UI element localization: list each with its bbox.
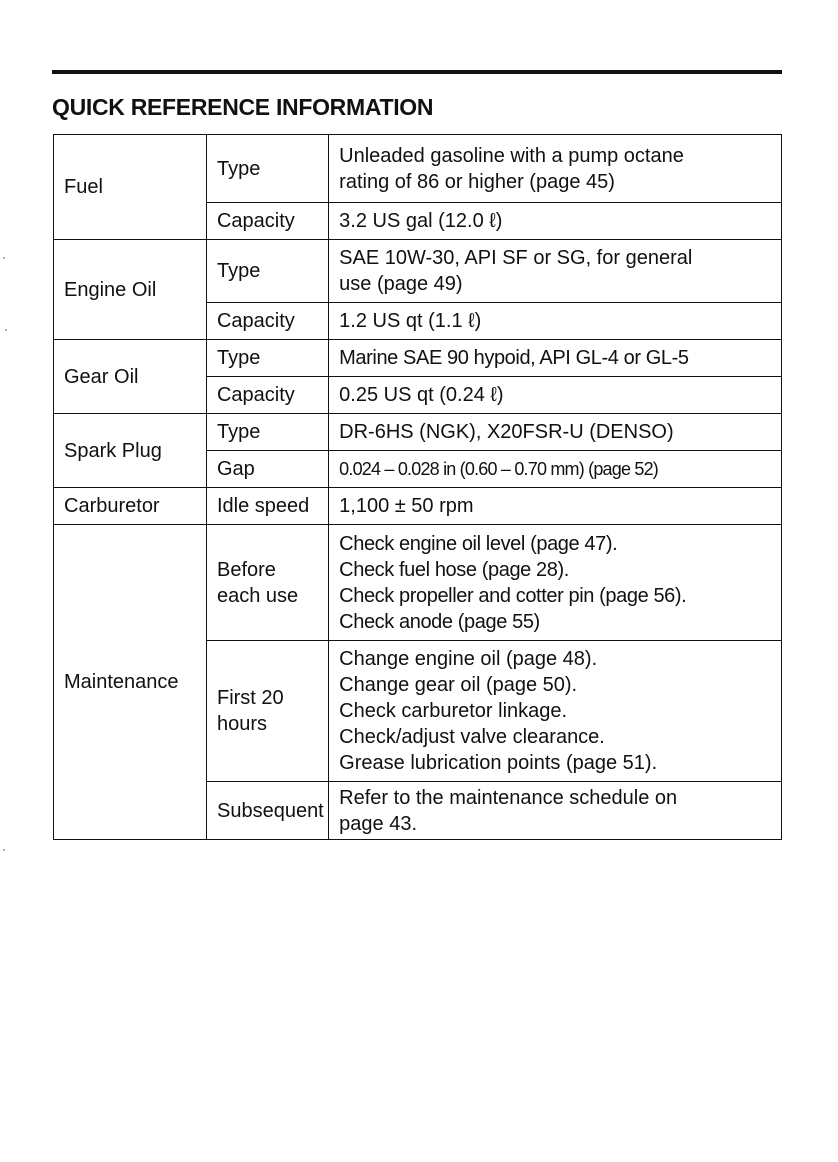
maintenance-before-label-line: Before <box>216 558 276 581</box>
table-row <box>54 525 782 641</box>
maintenance-first-label-line: First 20 <box>216 687 284 709</box>
maintenance-category: Maintenance <box>54 525 207 840</box>
maintenance-first-label-line: hours <box>216 713 268 735</box>
table-row <box>54 488 782 525</box>
maintenance-first-label <box>206 641 328 782</box>
fuel-type-label: Type <box>206 135 328 203</box>
engine-oil-type-value <box>329 240 782 303</box>
spark-plug-type-value: DR-6HS (NGK), X20FSR-U (DENSO) <box>329 414 782 451</box>
carburetor-idle-value: 1,100 ± 50 rpm <box>329 488 782 525</box>
maintenance-before-label <box>206 525 328 641</box>
spark-plug-gap-value: 0.024 – 0.028 in (0.60 – 0.70 mm) (page 52) <box>329 451 782 488</box>
top-rule <box>52 70 782 74</box>
scan-speck: · <box>2 250 6 264</box>
gear-oil-type-value: Marine SAE 90 hypoid, API GL-4 or GL-5 <box>329 340 782 377</box>
list-item: Check fuel hose (page 28). <box>339 558 569 581</box>
gear-oil-type-label: Type <box>206 340 328 377</box>
fuel-type-line: Unleaded gasoline with a pump octane <box>339 144 684 167</box>
maintenance-before-items <box>329 525 782 641</box>
fuel-capacity-label: Capacity <box>206 203 328 240</box>
table-row <box>54 240 782 303</box>
list-item: Check engine oil level (page 47). <box>339 532 618 555</box>
list-item: Check/adjust valve clearance. <box>339 726 605 748</box>
list-item: Grease lubrication points (page 51). <box>339 752 658 774</box>
spark-plug-category: Spark Plug <box>54 414 207 488</box>
fuel-type-value <box>329 135 782 203</box>
maintenance-subsequent-line: Refer to the maintenance schedule on <box>339 786 678 809</box>
maintenance-subsequent-line: page 43. <box>339 812 418 835</box>
fuel-category: Fuel <box>54 135 207 240</box>
maintenance-subsequent-label: Subsequent <box>206 782 328 840</box>
fuel-type-line: rating of 86 or higher (page 45) <box>339 170 615 193</box>
spark-plug-gap-label: Gap <box>206 451 328 488</box>
fuel-capacity-value: 3.2 US gal (12.0 ℓ) <box>329 203 782 240</box>
list-item: Check propeller and cotter pin (page 56). <box>339 584 687 607</box>
carburetor-category: Carburetor <box>54 488 207 525</box>
list-item: Change gear oil (page 50). <box>339 674 578 696</box>
engine-oil-capacity-label: Capacity <box>206 303 328 340</box>
list-item: Change engine oil (page 48). <box>339 648 598 670</box>
scan-speck: · <box>4 322 8 336</box>
engine-oil-type-line: use (page 49) <box>339 273 463 295</box>
maintenance-subsequent-value <box>329 782 782 840</box>
gear-oil-capacity-value: 0.25 US qt (0.24 ℓ) <box>329 377 782 414</box>
engine-oil-type-label: Type <box>206 240 328 303</box>
gear-oil-capacity-label: Capacity <box>206 377 328 414</box>
gear-oil-category: Gear Oil <box>54 340 207 414</box>
carburetor-idle-label: Idle speed <box>206 488 328 525</box>
engine-oil-type-line: SAE 10W-30, API SF or SG, for general <box>339 247 693 269</box>
maintenance-first-items <box>329 641 782 782</box>
engine-oil-category: Engine Oil <box>54 240 207 340</box>
page-title: QUICK REFERENCE INFORMATION <box>52 94 434 120</box>
scan-speck: · <box>2 842 6 856</box>
table-row <box>54 340 782 377</box>
maintenance-before-label-line: each use <box>216 584 299 607</box>
spark-plug-type-label: Type <box>206 414 328 451</box>
table-row <box>54 135 782 203</box>
engine-oil-capacity-value: 1.2 US qt (1.1 ℓ) <box>329 303 782 340</box>
list-item: Check anode (page 55) <box>339 610 540 633</box>
table-row <box>54 414 782 451</box>
list-item: Check carburetor linkage. <box>339 700 568 722</box>
quick-reference-table <box>53 134 782 840</box>
